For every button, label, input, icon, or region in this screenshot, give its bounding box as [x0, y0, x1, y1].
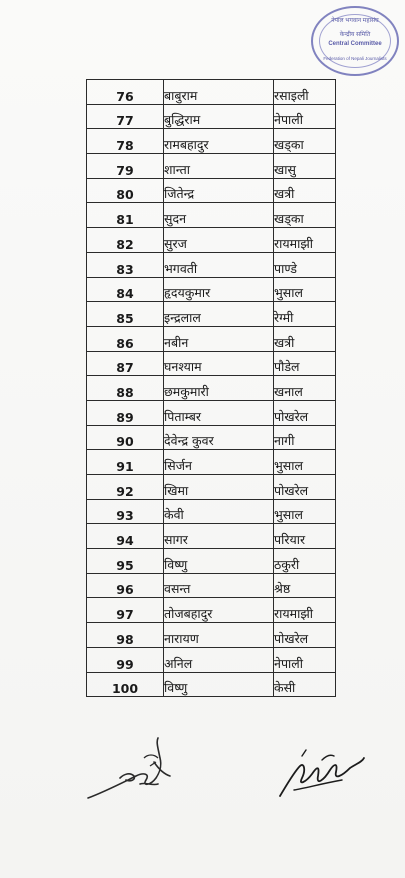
- table-row: [87, 647, 336, 672]
- first-name: घनश्याम: [164, 351, 274, 376]
- first-name: पिताम्बर: [164, 400, 274, 425]
- table-row: [87, 252, 336, 277]
- organization-stamp: [311, 6, 399, 76]
- last-name: रेग्मी: [274, 302, 336, 327]
- row-number: 78: [87, 129, 164, 154]
- row-number: 100: [87, 672, 164, 697]
- last-name: परियार: [274, 524, 336, 549]
- row-number: 92: [87, 475, 164, 500]
- stamp-line-2: केन्द्रीय समिति: [339, 32, 371, 38]
- first-name: देवेन्द्र कुवर: [164, 425, 274, 450]
- first-name: विष्णु: [164, 549, 274, 574]
- row-number: 95: [87, 549, 164, 574]
- table-row: [87, 524, 336, 549]
- row-number: 90: [87, 425, 164, 450]
- first-name: तोजबहादुर: [164, 598, 274, 623]
- table-row: [87, 203, 336, 228]
- last-name: रसाइली: [274, 80, 336, 105]
- table-row: [87, 302, 336, 327]
- first-name: सिर्जन: [164, 450, 274, 475]
- first-name: हृदयकुमार: [164, 277, 274, 302]
- table-row: [87, 351, 336, 376]
- row-number: 82: [87, 228, 164, 253]
- table-row: [87, 129, 336, 154]
- table-row: [87, 104, 336, 129]
- stamp-line-4: Federation of Nepali Journalists: [323, 56, 387, 61]
- first-name: शान्ता: [164, 154, 274, 179]
- first-name: रामबहादुर: [164, 129, 274, 154]
- last-name: पोखरेल: [274, 623, 336, 648]
- table-row: [87, 154, 336, 179]
- last-name: खत्री: [274, 178, 336, 203]
- first-name: जितेन्द्र: [164, 178, 274, 203]
- table-row: [87, 623, 336, 648]
- stamp-line-3: Central Committee: [328, 41, 382, 47]
- first-name: इन्द्रलाल: [164, 302, 274, 327]
- row-number: 80: [87, 178, 164, 203]
- last-name: पोखरेल: [274, 400, 336, 425]
- last-name: नेपाली: [274, 104, 336, 129]
- first-name: बुद्धिराम: [164, 104, 274, 129]
- last-name: भुसाल: [274, 499, 336, 524]
- last-name: खत्री: [274, 326, 336, 351]
- row-number: 77: [87, 104, 164, 129]
- first-name: बाबुराम: [164, 80, 274, 105]
- row-number: 86: [87, 326, 164, 351]
- table-row: [87, 228, 336, 253]
- row-number: 84: [87, 277, 164, 302]
- names-table-body: [87, 80, 336, 697]
- first-name: सागर: [164, 524, 274, 549]
- table-row: [87, 598, 336, 623]
- table-row: [87, 277, 336, 302]
- row-number: 96: [87, 573, 164, 598]
- first-name: छमकुमारी: [164, 376, 274, 401]
- table-row: [87, 672, 336, 697]
- first-name: नारायण: [164, 623, 274, 648]
- row-number: 93: [87, 499, 164, 524]
- first-name: सुरज: [164, 228, 274, 253]
- first-name: केवी: [164, 499, 274, 524]
- table-row: [87, 475, 336, 500]
- names-table: [86, 79, 336, 697]
- last-name: रायमाझी: [274, 598, 336, 623]
- signature-right: [272, 746, 368, 804]
- row-number: 76: [87, 80, 164, 105]
- last-name: खड्का: [274, 129, 336, 154]
- last-name: पौडेल: [274, 351, 336, 376]
- table-row: [87, 499, 336, 524]
- last-name: खड्का: [274, 203, 336, 228]
- last-name: पाण्डे: [274, 252, 336, 277]
- signature-left: [84, 736, 182, 806]
- row-number: 85: [87, 302, 164, 327]
- row-number: 97: [87, 598, 164, 623]
- stamp-line-1: नेपाल भगवान महासंघ: [331, 18, 379, 24]
- last-name: भुसाल: [274, 277, 336, 302]
- row-number: 94: [87, 524, 164, 549]
- row-number: 87: [87, 351, 164, 376]
- row-number: 98: [87, 623, 164, 648]
- first-name: वसन्त: [164, 573, 274, 598]
- table-row: [87, 178, 336, 203]
- first-name: भगवती: [164, 252, 274, 277]
- last-name: पोखरेल: [274, 475, 336, 500]
- row-number: 99: [87, 647, 164, 672]
- first-name: खिमा: [164, 475, 274, 500]
- table-row: [87, 400, 336, 425]
- table-row: [87, 326, 336, 351]
- table-row: [87, 573, 336, 598]
- first-name: नबीन: [164, 326, 274, 351]
- last-name: खासु: [274, 154, 336, 179]
- row-number: 91: [87, 450, 164, 475]
- row-number: 81: [87, 203, 164, 228]
- table-row: [87, 549, 336, 574]
- last-name: श्रेष्ठ: [274, 573, 336, 598]
- first-name: सुदन: [164, 203, 274, 228]
- row-number: 88: [87, 376, 164, 401]
- row-number: 89: [87, 400, 164, 425]
- last-name: ठकुरी: [274, 549, 336, 574]
- last-name: रायमाझी: [274, 228, 336, 253]
- last-name: नागी: [274, 425, 336, 450]
- row-number: 83: [87, 252, 164, 277]
- last-name: नेपाली: [274, 647, 336, 672]
- last-name: भुसाल: [274, 450, 336, 475]
- table-row: [87, 425, 336, 450]
- table-row: [87, 376, 336, 401]
- table-row: [87, 80, 336, 105]
- first-name: विष्णु: [164, 672, 274, 697]
- table-row: [87, 450, 336, 475]
- first-name: अनिल: [164, 647, 274, 672]
- last-name: केसी: [274, 672, 336, 697]
- last-name: खनाल: [274, 376, 336, 401]
- row-number: 79: [87, 154, 164, 179]
